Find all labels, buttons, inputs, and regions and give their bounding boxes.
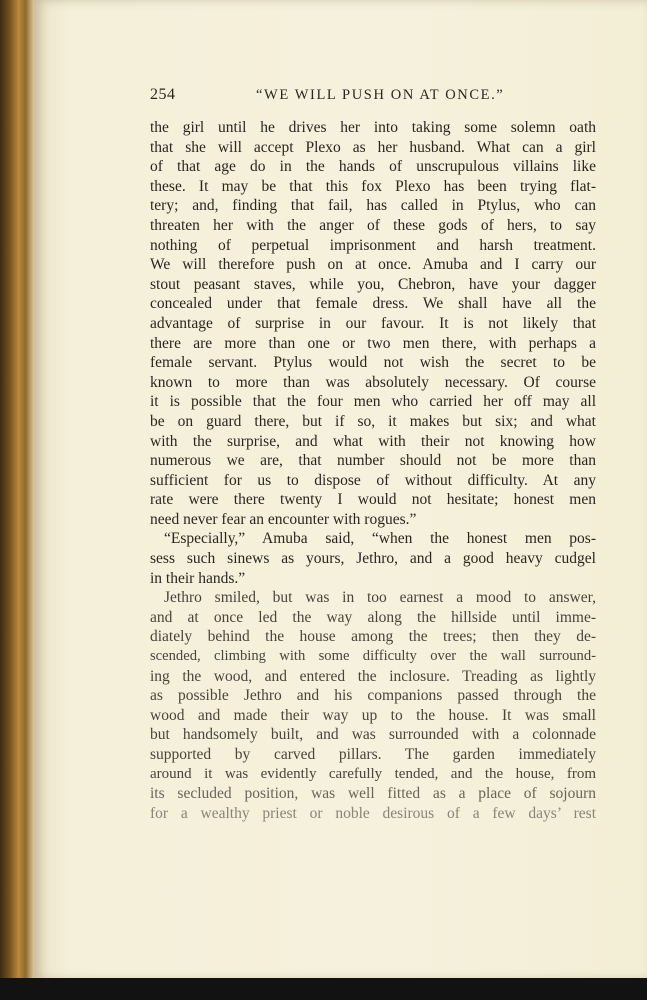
text-line: numerous we are, that number should not be more than [150, 452, 596, 470]
text-line: the girl until he drives her into taking some solemn oath [150, 119, 596, 136]
text-line: known to more than was absolutely necessary. Of course [150, 373, 596, 391]
text-line: scended, climbing with some difficulty over the wall surround- [150, 648, 596, 665]
text-line: it is possible that the four men who carried her off may all [150, 393, 596, 411]
text-line: tery; and, finding that fail, has called in Ptylus, who can [150, 197, 596, 215]
page-bottom-shadow [0, 978, 647, 1000]
paragraph-start-line: Jethro smiled, but was in too earnest a mood to answer, [164, 589, 596, 607]
text-line: that she will accept Plexo as her husband. What can a girl [150, 138, 596, 156]
text-line: wood and made their way up to the house. It was small [150, 706, 596, 724]
text-line: its secluded position, was well fitted as a place of sojourn [150, 785, 596, 803]
text-line: diately behind the house among the trees; then they de- [150, 628, 596, 646]
text-line: nothing of perpetual imprisonment and harsh treatment. [150, 236, 596, 254]
paragraph-start-line: “Especially,” Amuba said, “when the honest men pos- [164, 530, 596, 548]
text-line: sess such sinews as yours, Jethro, and a good heavy cudgel [150, 550, 596, 568]
text-line: concealed under that female dress. We shall have all the [150, 295, 596, 313]
page-number: 254 [150, 86, 176, 103]
running-head: “WE WILL PUSH ON AT ONCE.” [256, 87, 505, 103]
body-text [150, 118, 596, 823]
text-line: rate were there twenty I would not hesitate; honest men [150, 491, 596, 509]
book-spine [0, 0, 34, 1000]
paragraph-end-line: need never fear an encounter with rogues.” [150, 510, 417, 528]
page-header [150, 86, 595, 108]
text-line: female servant. Ptylus would not wish the secret to be [150, 354, 596, 372]
text-line: be on guard there, but if so, it makes but six; and what [150, 412, 596, 430]
text-line: threaten her with the anger of these gods of hers, to say [150, 216, 596, 234]
text-line: there are more than one or two men there, with perhaps a [150, 334, 596, 352]
text-line: We will therefore push on at once. Amuba and I carry our [150, 256, 596, 274]
text-line: as possible Jethro and his companions passed through the [150, 687, 596, 705]
text-line: advantage of surprise in our favour. It is not likely that [150, 314, 596, 332]
text-line: around it was evidently carefully tended, and the house, from [150, 765, 596, 782]
text-line: with the surprise, and what with their not knowing how [150, 432, 596, 450]
text-line: of that age do in the hands of unscrupulous villains like [150, 158, 596, 176]
text-line: and at once led the way along the hillside until imme- [150, 608, 596, 626]
text-line: ing the wood, and entered the inclosure. Treading as lightly [150, 667, 596, 685]
text-line: but handsomely built, and was surrounded with a colonnade [150, 726, 596, 744]
text-line: for a wealthy priest or noble desirous of a few days’ rest [150, 804, 596, 822]
paragraph-end-line: in their hands.” [150, 569, 246, 587]
text-line: stout peasant staves, while you, Chebron, have your dagger [150, 275, 596, 293]
text-line: supported by carved pillars. The garden immediately [150, 746, 596, 763]
text-line: these. It may be that this fox Plexo has been trying flat- [150, 177, 596, 195]
text-line: sufficient for us to dispose of without difficulty. At any [150, 471, 596, 489]
